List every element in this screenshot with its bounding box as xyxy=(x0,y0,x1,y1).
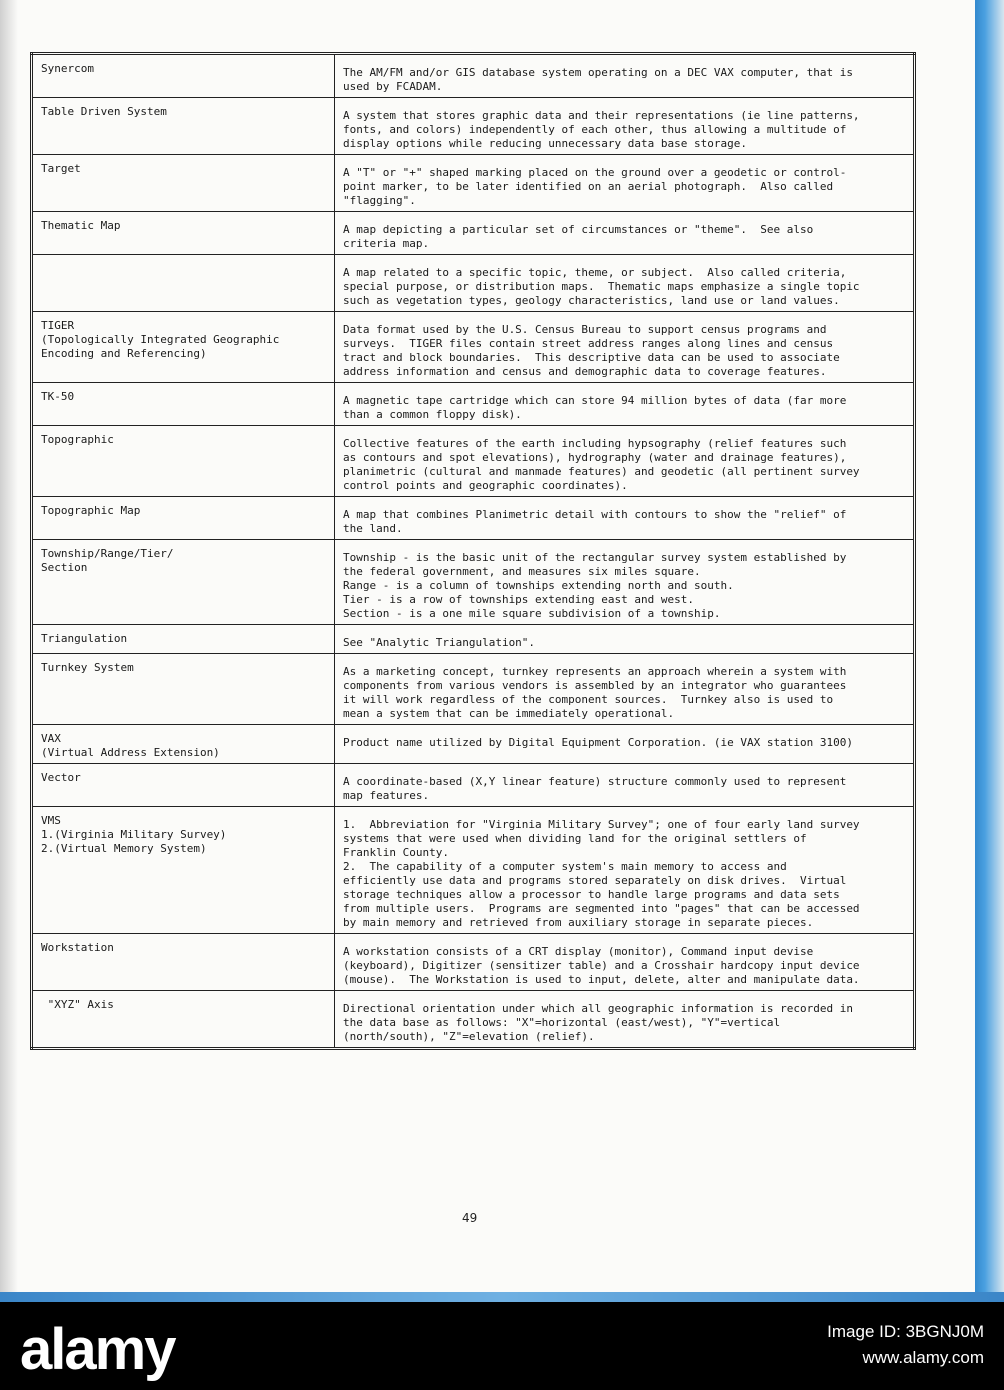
term-line: Topographic xyxy=(41,433,114,446)
definition-line: Township - is the basic unit of the rectangular survey system established by xyxy=(343,551,847,564)
glossary-term xyxy=(32,625,335,654)
glossary-row xyxy=(32,383,915,426)
definition-line: The AM/FM and/or GIS database system operating on a DEC VAX computer, that is xyxy=(343,66,853,79)
glossary-term xyxy=(32,807,335,934)
definition-line: A "T" or "+" shaped marking placed on the ground over a geodetic or control- xyxy=(343,166,847,179)
definition-line: than a common floppy disk). xyxy=(343,408,522,421)
term-line: (Virtual Address Extension) xyxy=(41,746,220,759)
glossary-definition xyxy=(335,807,915,934)
definition-line: 1. Abbreviation for "Virginia Military Survey"; one of four early land survey xyxy=(343,818,860,831)
definition-line: A map that combines Planimetric detail with contours to show the "relief" of xyxy=(343,508,847,521)
definition-line: control points and geographic coordinates). xyxy=(343,479,628,492)
definition-line: address information and census and demographic data to coverage features. xyxy=(343,365,827,378)
glossary-definition xyxy=(335,540,915,625)
glossary-definition xyxy=(335,497,915,540)
glossary-term xyxy=(32,383,335,426)
glossary-term xyxy=(32,155,335,212)
glossary-term xyxy=(32,497,335,540)
term-line: Table Driven System xyxy=(41,105,167,118)
definition-line: the federal government, and measures six miles square. xyxy=(343,565,701,578)
definition-line: Range - is a column of townships extending north and south. xyxy=(343,579,734,592)
definition-line: (keyboard), Digitizer (sensitizer table) and a Crosshair hardcopy input device xyxy=(343,959,860,972)
definition-line: systems that were used when dividing land for the original settlers of xyxy=(343,832,807,845)
glossary-row xyxy=(32,426,915,497)
definition-line: from multiple users. Programs are segmented into "pages" that can be accessed xyxy=(343,902,860,915)
term-line: TIGER xyxy=(41,319,75,332)
glossary-row xyxy=(32,807,915,934)
glossary-row xyxy=(32,654,915,725)
glossary-row xyxy=(32,255,915,312)
definition-line: components from various vendors is assembled by an integrator who guarantees xyxy=(343,679,847,692)
glossary-body xyxy=(32,54,915,1049)
definition-line: the data base as follows: "X"=horizontal (east/west), "Y"=vertical xyxy=(343,1016,781,1029)
brand-logo: alamy xyxy=(20,1317,175,1382)
glossary-row xyxy=(32,312,915,383)
definition-line: A map related to a specific topic, theme, or subject. Also called criteria, xyxy=(343,266,847,279)
term-line: VMS xyxy=(41,814,61,827)
glossary-row xyxy=(32,497,915,540)
glossary-definition xyxy=(335,98,915,155)
glossary-definition xyxy=(335,383,915,426)
definition-line: criteria map. xyxy=(343,237,430,250)
definition-line: A workstation consists of a CRT display (monitor), Command input devise xyxy=(343,945,814,958)
definition-line: by main memory and retrieved from auxiliary storage in separate pieces. xyxy=(343,916,814,929)
glossary-term xyxy=(32,654,335,725)
watermark-footer xyxy=(0,1302,1004,1390)
scan-edge-strip xyxy=(0,1292,1004,1302)
definition-line: surveys. TIGER files contain street address ranges along lines and census xyxy=(343,337,834,350)
glossary-definition xyxy=(335,426,915,497)
glossary-definition xyxy=(335,155,915,212)
term-line: Synercom xyxy=(41,62,94,75)
glossary-term xyxy=(32,98,335,155)
glossary-definition xyxy=(335,255,915,312)
definition-line: Product name utilized by Digital Equipment Corporation. (ie VAX station 3100) xyxy=(343,736,853,749)
definition-line: Franklin County. xyxy=(343,846,449,859)
definition-line: (north/south), "Z"=elevation (relief). xyxy=(343,1030,595,1043)
definition-line: (mouse). The Workstation is used to input, delete, alter and manipulate data. xyxy=(343,973,860,986)
definition-line: See "Analytic Triangulation". xyxy=(343,636,536,649)
term-line: "XYZ" Axis xyxy=(41,998,114,1011)
definition-line: such as vegetation types, geology characteristics, land use or land values. xyxy=(343,294,840,307)
definition-line: tract and block boundaries. This descriptive data can be used to associate xyxy=(343,351,840,364)
image-id-label: Image ID: 3BGNJ0M xyxy=(827,1322,984,1341)
term-line: 1.(Virginia Military Survey) xyxy=(41,828,227,841)
glossary-term xyxy=(32,934,335,991)
glossary-row xyxy=(32,625,915,654)
glossary-row xyxy=(32,155,915,212)
glossary-row xyxy=(32,725,915,764)
definition-line: planimetric (cultural and manmade features) and geodetic (all pertinent survey xyxy=(343,465,860,478)
definition-line: point marker, to be later identified on an aerial photograph. Also called xyxy=(343,180,834,193)
term-line: Vector xyxy=(41,771,81,784)
term-line: (Topologically Integrated Geographic xyxy=(41,333,280,346)
term-line: VAX xyxy=(41,732,61,745)
glossary-term xyxy=(32,991,335,1049)
definition-line: Directional orientation under which all geographic information is recorded in xyxy=(343,1002,853,1015)
definition-line: as contours and spot elevations), hydrography (water and drainage features), xyxy=(343,451,847,464)
glossary-definition xyxy=(335,625,915,654)
glossary-row xyxy=(32,212,915,255)
term-line: Workstation xyxy=(41,941,114,954)
glossary-row xyxy=(32,540,915,625)
definition-line: A map depicting a particular set of circumstances or "theme". See also xyxy=(343,223,814,236)
glossary-row xyxy=(32,991,915,1049)
book-edge xyxy=(972,0,1004,1300)
glossary-term xyxy=(32,54,335,98)
glossary-term xyxy=(32,540,335,625)
glossary-term xyxy=(32,764,335,807)
term-line: Target xyxy=(41,162,81,175)
definition-line: used by FCADAM. xyxy=(343,80,443,93)
glossary-row xyxy=(32,98,915,155)
term-line: Thematic Map xyxy=(41,219,121,232)
glossary-row xyxy=(32,764,915,807)
term-line: Section xyxy=(41,561,88,574)
term-line: Turnkey System xyxy=(41,661,134,674)
definition-line: the land. xyxy=(343,522,403,535)
glossary-definition xyxy=(335,212,915,255)
definition-line: it will work regardless of the component sources. Turnkey also is used to xyxy=(343,693,834,706)
glossary-definition xyxy=(335,654,915,725)
definition-line: Collective features of the earth including hypsography (relief features such xyxy=(343,437,847,450)
definition-line: display options while reducing unnecessary data base storage. xyxy=(343,137,747,150)
glossary-definition xyxy=(335,991,915,1049)
definition-line: Data format used by the U.S. Census Bureau to support census programs and xyxy=(343,323,827,336)
definition-line: "flagging". xyxy=(343,194,416,207)
term-line: Township/Range/Tier/ xyxy=(41,547,174,560)
definition-line: As a marketing concept, turnkey represents an approach wherein a system with xyxy=(343,665,847,678)
glossary-row xyxy=(32,54,915,98)
term-line: Topographic Map xyxy=(41,504,141,517)
term-line: Triangulation xyxy=(41,632,128,645)
glossary-definition xyxy=(335,764,915,807)
page-gutter-shadow xyxy=(0,0,18,1300)
definition-line: 2. The capability of a computer system's main memory to access and xyxy=(343,860,787,873)
definition-line: storage techniques allow a processor to handle large programs and data sets xyxy=(343,888,840,901)
definition-line: mean a system that can be immediately operational. xyxy=(343,707,675,720)
glossary-term xyxy=(32,255,335,312)
term-line: TK-50 xyxy=(41,390,75,403)
glossary-term xyxy=(32,426,335,497)
definition-line: fonts, and colors) independently of each other, thus allowing a multitude of xyxy=(343,123,847,136)
term-line: Encoding and Referencing) xyxy=(41,347,207,360)
definition-line: A coordinate-based (X,Y linear feature) structure commonly used to represent xyxy=(343,775,847,788)
glossary-definition xyxy=(335,54,915,98)
definition-line: Tier - is a row of townships extending east and west. xyxy=(343,593,694,606)
definition-line: A magnetic tape cartridge which can store 94 million bytes of data (far more xyxy=(343,394,847,407)
definition-line: Section - is a one mile square subdivision of a township. xyxy=(343,607,721,620)
glossary-table xyxy=(30,52,916,1050)
term-line: 2.(Virtual Memory System) xyxy=(41,842,207,855)
definition-line: efficiently use data and programs stored separately on disk drives. Virtual xyxy=(343,874,847,887)
definition-line: A system that stores graphic data and their representations (ie line patterns, xyxy=(343,109,860,122)
glossary-term xyxy=(32,212,335,255)
glossary-term xyxy=(32,725,335,764)
definition-line: special purpose, or distribution maps. Thematic maps emphasize a single topic xyxy=(343,280,860,293)
site-url: www.alamy.com xyxy=(862,1348,984,1367)
glossary-term xyxy=(32,312,335,383)
glossary-definition xyxy=(335,934,915,991)
definition-line: map features. xyxy=(343,789,430,802)
page-number: 49 xyxy=(462,1211,478,1225)
glossary-definition xyxy=(335,312,915,383)
glossary-row xyxy=(32,934,915,991)
glossary-definition xyxy=(335,725,915,764)
